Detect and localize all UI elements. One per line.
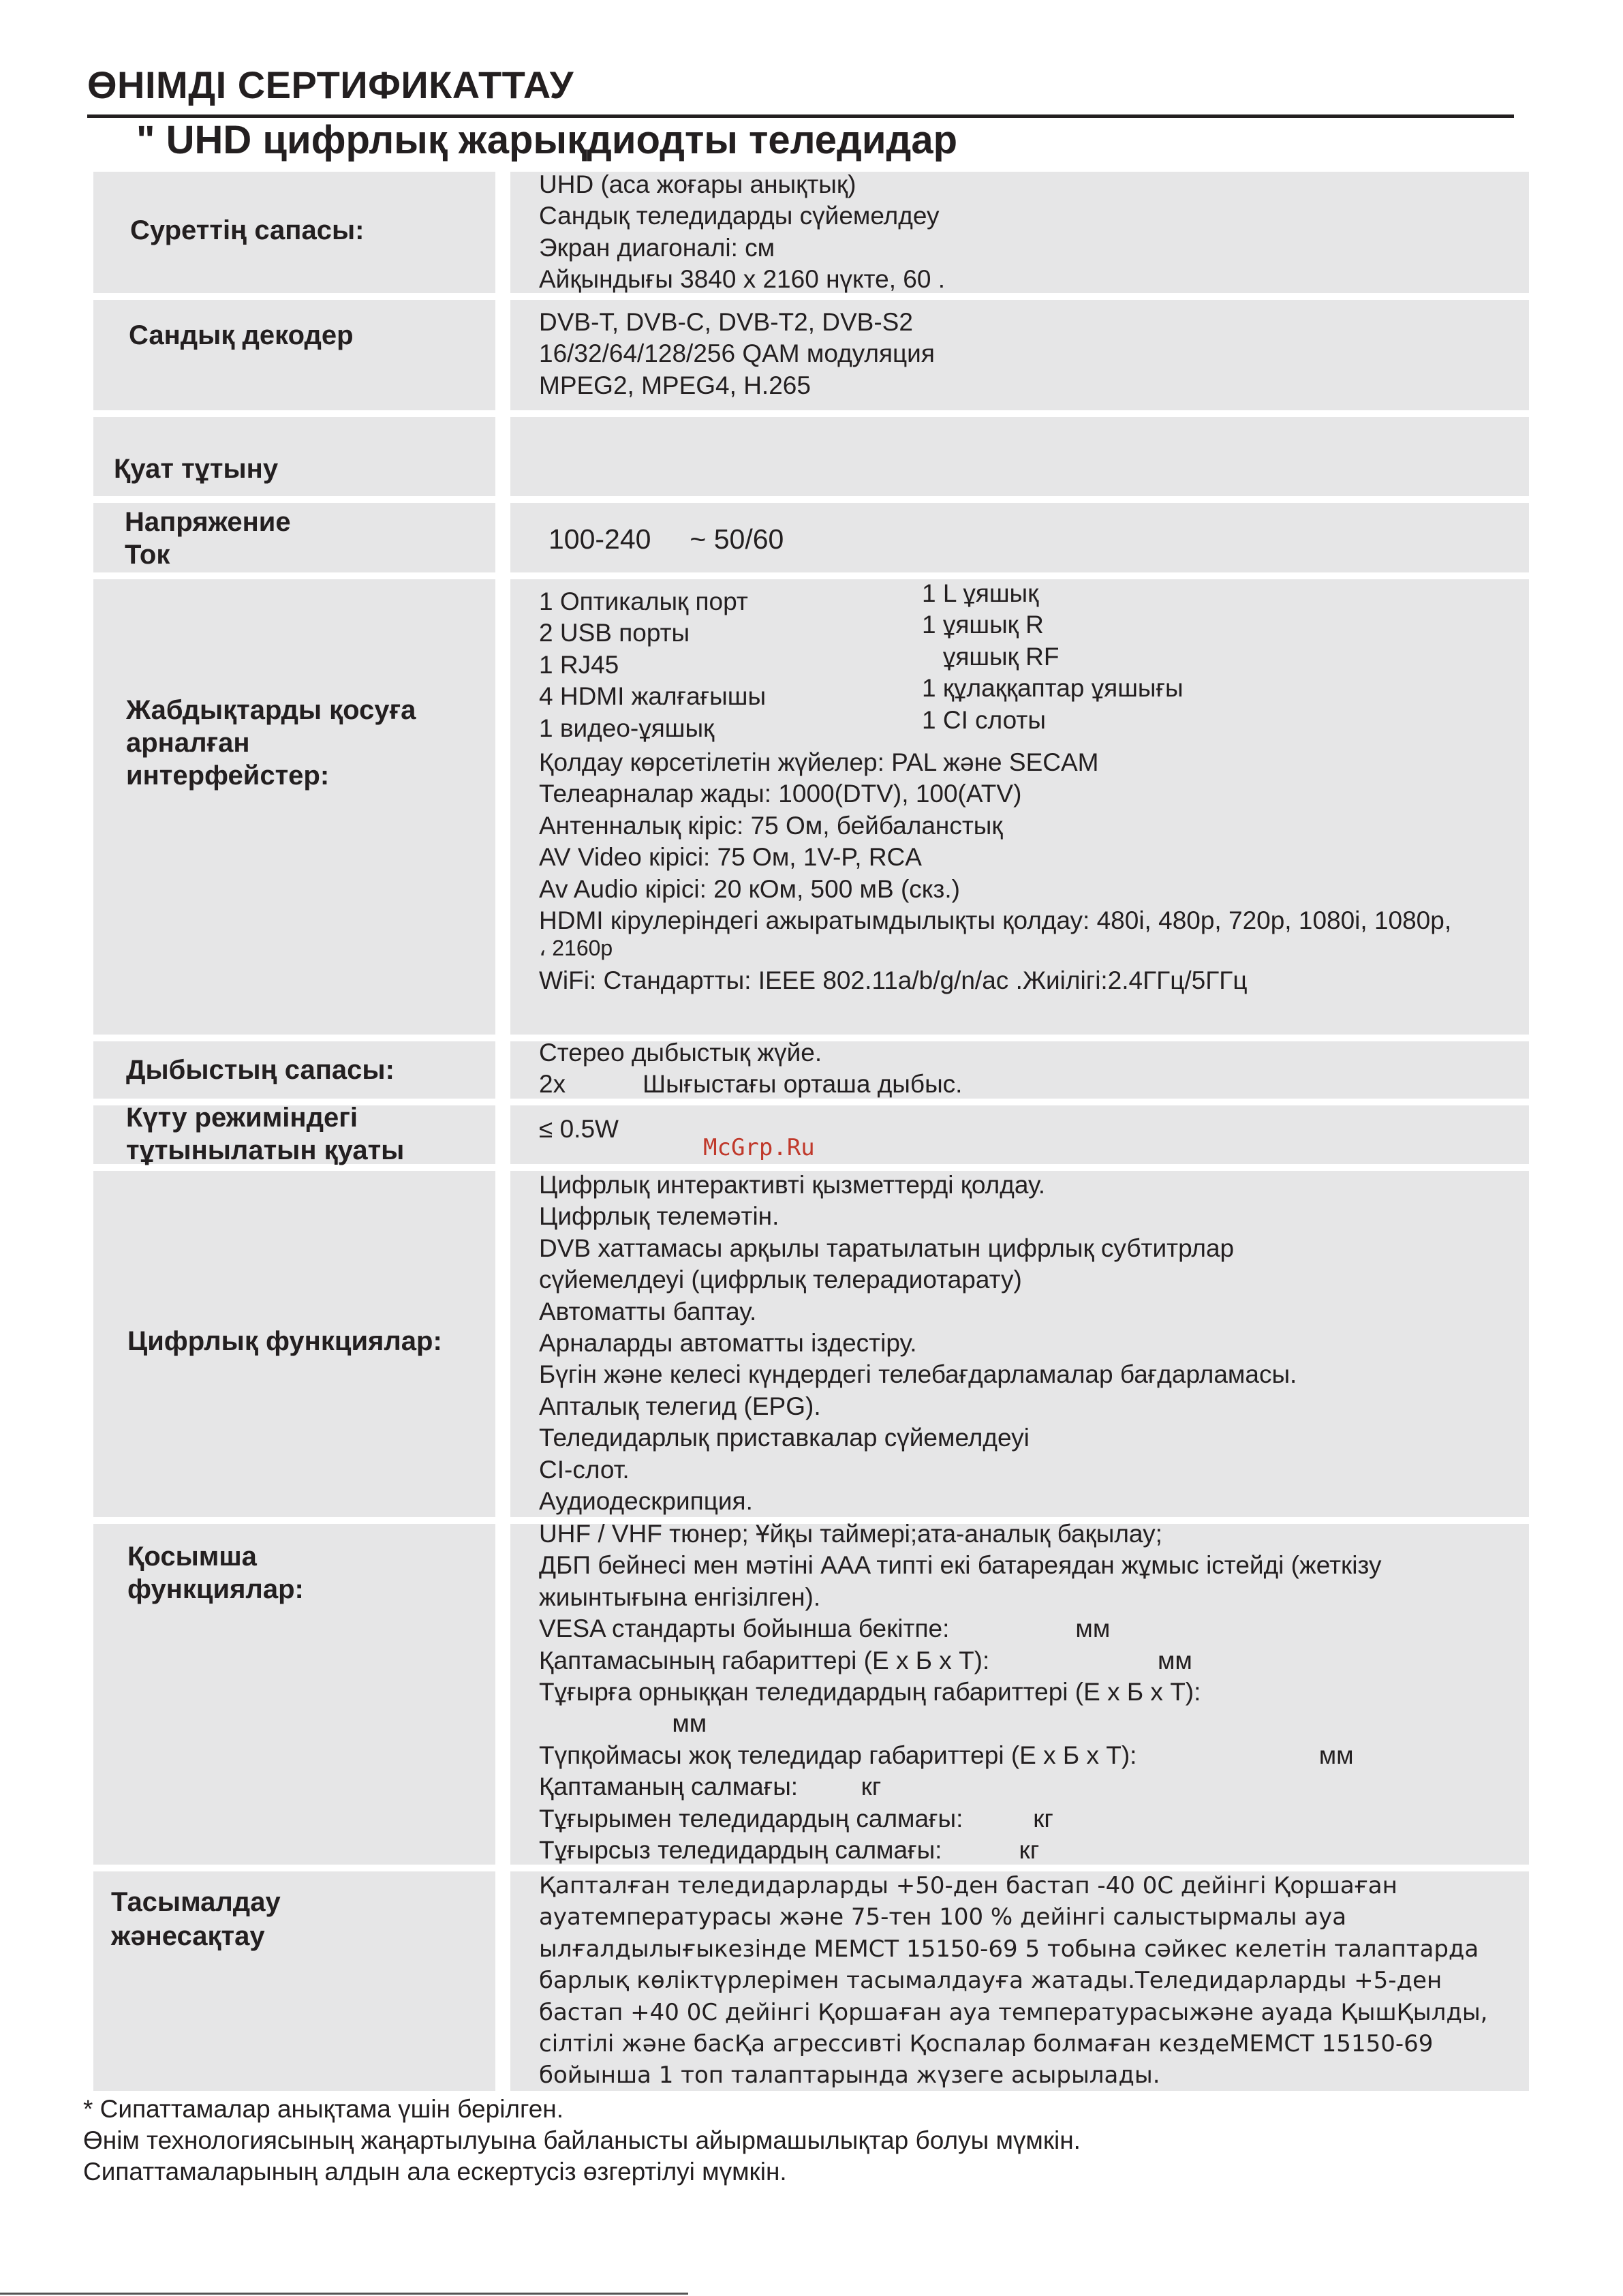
footnote: * Сипаттамалар анықтама үшін берілген. [83, 2095, 563, 2123]
value-line: HDMI кірулеріндегі ажыратымдылықты қолдау: 480i, 480p, 720p, 1080i, 1080p, [539, 906, 1452, 935]
spec-value [539, 1870, 1487, 2092]
value-line: бойынша 1 топ талаптарында жүзеге асырылады. [539, 2062, 1160, 2090]
value-line: Цифрлық телемәтін. [539, 1202, 779, 1231]
value-line: 1 L ұяшық [922, 579, 1039, 607]
value-line: Қаптамасының габариттері (Е x Б x Т): мм [539, 1646, 1192, 1674]
label-line: функциялар: [127, 1574, 304, 1604]
spec-value-cell [510, 503, 1529, 572]
page-subtitle: " UHD цифрлық жарықдиодты теледидар [136, 118, 958, 162]
value-line: Стерео дыбыстық жүйе. [539, 1039, 822, 1067]
value-line: Антенналық кіріс: 75 Ом, бейбаланстық [539, 811, 1003, 840]
value-line: Қаптаманың салмағы: кг [539, 1773, 882, 1801]
footnotes [83, 2094, 1081, 2188]
value-line: Av Audio кірісі: 20 кОм, 500 мВ (скз.) [539, 874, 960, 903]
value-line: ، 2160p [539, 936, 613, 961]
value-line: Телеарналар жады: 1000(DTV), 100(ATV) [539, 780, 1022, 808]
label-line: Ток [125, 540, 170, 570]
value-line: 2x Шығыстағы орташа дыбыс. [539, 1070, 963, 1099]
spec-label [126, 1101, 404, 1167]
value-line: DVB хаттамасы арқылы таратылатын цифрлық субтитрлар [539, 1234, 1235, 1262]
value-line: Тұғырсыз теледидардың салмағы: кг [539, 1836, 1040, 1865]
value-line: Қапталған теледидарларды +50-ден бастап -40 0С дейінгі Қоршаған [539, 1872, 1397, 1899]
spec-label-cell [93, 503, 495, 572]
value-line: Теледидарлық приставкалар сүйемелдеуі [539, 1424, 1030, 1452]
value-line: WiFi: Стандартты: IEEE 802.11a/b/g/n/ac .Жиілігі:2.4ГГц/5ГГц [539, 966, 1248, 995]
spec-label-cell [93, 1524, 495, 1865]
label-line: Жабдықтарды қосуға [126, 695, 416, 725]
value-line: Тұғырымен теледидардың салмағы: кг [539, 1804, 1053, 1833]
spec-label [127, 1325, 442, 1358]
value-line: MPEG2, MPEG4, H.265 [539, 371, 811, 399]
label-line: Күту режиміндегі [126, 1103, 358, 1133]
value-line: 2 USB порты [539, 619, 690, 647]
value-line: сілтілі және басҚа агрессивті Қоспалар болмаған кездеМЕМСТ 15150-69 [539, 2030, 1434, 2058]
spec-label-cell [93, 1041, 495, 1099]
spec-label-cell [93, 1871, 495, 2091]
value-line: 1 құлаққаптар ұяшығы [922, 674, 1184, 703]
spec-label-cell [93, 172, 495, 293]
value-line: жиынтығына енгізілген). [539, 1582, 821, 1611]
ports-right [922, 578, 1184, 736]
spec-value [539, 1037, 962, 1101]
ports-left [539, 586, 766, 744]
watermark: McGrp.Ru [703, 1134, 815, 1161]
footer-divider [0, 2293, 688, 2295]
spec-label [111, 1885, 281, 1953]
spec-label [130, 214, 364, 247]
value-line: Айқындығы 3840 x 2160 нүкте, 60 . [539, 265, 945, 294]
spec-value [539, 1169, 1297, 1517]
spec-label [129, 319, 354, 352]
value-line: 4 HDMI жалғағышы [539, 682, 767, 711]
spec-label-cell [93, 417, 495, 496]
value-line: ылғалдылығыкезінде МЕМСТ 15150-69 5 тобына сәйкес келетін талаптарда [539, 1935, 1479, 1963]
value-line: Аудиодескрипция. [539, 1487, 753, 1516]
spec-label [127, 1540, 304, 1606]
spec-value [539, 747, 1451, 997]
spec-value [539, 1518, 1381, 1866]
spec-value-cell [510, 300, 1529, 410]
value-line: 1 ұяшық R [922, 611, 1044, 639]
spec-value-cell [510, 1041, 1529, 1099]
label-line: Қосымша [127, 1542, 257, 1572]
spec-value-cell [510, 172, 1529, 293]
spec-value-cell [510, 1871, 1529, 2091]
label-line: Тасымалдау [111, 1887, 281, 1917]
label-line: арналған [126, 728, 250, 758]
spec-label-cell [93, 300, 495, 410]
spec-label [126, 694, 416, 792]
spec-label [125, 506, 291, 571]
value-line: Цифрлық интерактивті қызметтерді қолдау. [539, 1171, 1046, 1199]
value-line: 1 Оптикалық порт [539, 587, 748, 615]
value-line: 1 CI слоты [922, 705, 1046, 734]
value-line: Арналарды автоматты іздестіру. [539, 1329, 917, 1358]
spec-value [539, 307, 935, 401]
spec-value [548, 523, 784, 555]
value-line: 100-240 ~ 50/60 [548, 523, 784, 555]
value-line: 1 видео-ұяшық [539, 714, 715, 742]
value-line: 16/32/64/128/256 QAM модуляция [539, 339, 935, 368]
label-line: Цифрлық функциялар: [127, 1326, 442, 1356]
spec-value-cell [510, 1520, 1529, 1865]
spec-value [539, 1114, 619, 1145]
label-line: тұтынылатын қуаты [126, 1135, 405, 1165]
value-line: ДБП бейнесі мен мәтіні AAA типті екі батареядан жұмыс істейді (жеткізу [539, 1551, 1382, 1580]
spec-value [539, 169, 945, 296]
spec-value-cell [510, 1171, 1529, 1517]
footnote: Өнім технологиясының жаңартылуына байланысты айырмашылықтар болуы мүмкін. [83, 2126, 1081, 2154]
label-line: Суреттің сапасы: [130, 215, 365, 245]
footnote: Сипаттамаларының алдын ала ескертусіз өзгертілуі мүмкін. [83, 2158, 787, 2186]
label-line: Қуат тұтыну [114, 454, 279, 484]
value-line: ұяшық RF [922, 642, 1060, 671]
value-line: сүйемелдеуі (цифрлық телерадиотарату) [539, 1266, 1022, 1294]
spec-value-cell [510, 1105, 1529, 1164]
value-line: мм [539, 1709, 707, 1738]
spec-label-cell [93, 579, 495, 1035]
value-line: Тұғырға орныққан теледидардың габариттері (Е x Б x Т): [539, 1678, 1201, 1706]
label-line: жәнесақтау [111, 1921, 265, 1951]
value-line: Түпқоймасы жоқ теледидар габариттері (Е x Б x Т): мм [539, 1741, 1354, 1769]
spec-label [126, 1054, 395, 1086]
spec-label [114, 453, 278, 485]
page-title: ӨНІМДІ СЕРТИФИКАТТАУ [87, 63, 574, 106]
value-line: Апталық телегид (EPG). [539, 1392, 821, 1420]
value-line: 1 RJ45 [539, 650, 619, 679]
value-line: VESA стандарты бойынша бекітпе: мм [539, 1614, 1111, 1643]
value-line: барлық көліктүрлерімен тасымалдауға жатады.Теледидарларды +5-ден [539, 1967, 1442, 1995]
value-line: бастап +40 0С дейінгі Қоршаған ауа температурасыжәне ауада ҚышҚылды, [539, 1998, 1488, 2026]
value-line: CI-слот. [539, 1455, 630, 1484]
value-line: AV Video кірісі: 75 Ом, 1V-P, RCA [539, 843, 922, 872]
value-line: UHD (аса жоғары анықтық) [539, 170, 856, 198]
spec-label-cell [93, 1105, 495, 1164]
value-line: UHF / VHF тюнер; Ұйқы таймері;ата-аналық бақылау; [539, 1520, 1162, 1548]
value-line: Сандық теледидарды сүйемелдеу [539, 202, 940, 230]
label-line: Напряжение [125, 507, 291, 537]
value-line: ≤ 0.5W [539, 1115, 619, 1143]
label-line: Дыбыстың сапасы: [126, 1055, 395, 1085]
spec-label-cell [93, 1171, 495, 1517]
value-line: DVB-T, DVB-C, DVB-T2, DVB-S2 [539, 308, 913, 336]
value-line: ауатемпературасы және 75-тен 100 % дейінгі салыстырмалы ауа [539, 1903, 1347, 1931]
value-line: Бүгін және келесі күндердегі телебағдарламалар бағдарламасы. [539, 1360, 1297, 1389]
label-line: интерфейстер: [126, 761, 330, 791]
value-line: Экран диагоналі: см [539, 233, 775, 262]
value-line: Қолдау көрсетілетін жүйелер: PAL және SECAM [539, 748, 1099, 776]
spec-value-cell [510, 417, 1529, 496]
label-line: Сандық декодер [129, 320, 354, 350]
spec-value-cell [510, 579, 1529, 1035]
value-line: Автоматты баптау. [539, 1297, 757, 1326]
